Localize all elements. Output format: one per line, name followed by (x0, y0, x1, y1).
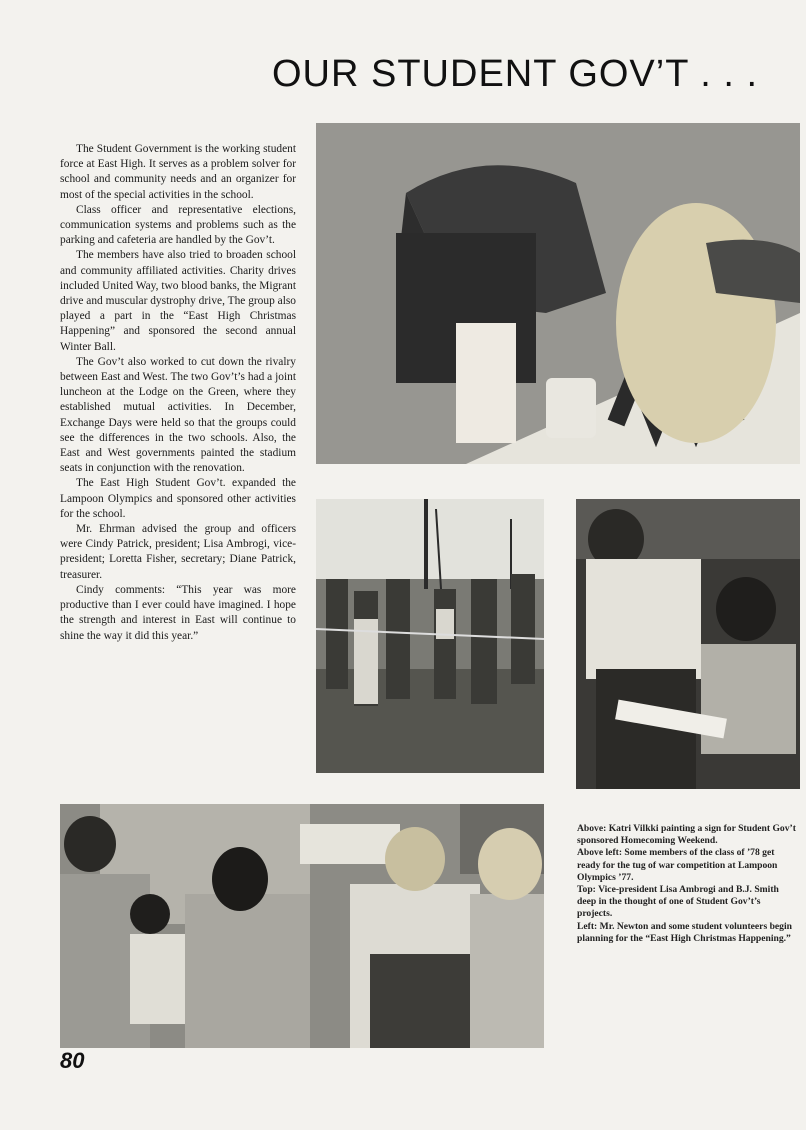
caption-left: Left: Mr. Newton and some student volunteers begin planning for the “East High Christmas Happening.” (577, 920, 792, 944)
article-paragraph-4: The Gov’t also worked to cut down the rivalry between East and West. The two Gov’t’s had a joint luncheon at the Lodge on the Green, where they established mutual activities. In December, Exchange Days were held so that the groups could see the differences in the two schools. Also, the East and West governments painted the stadium seats in conjunction with the renovation. (60, 355, 296, 475)
article-paragraph-3: The members have also tried to broaden school and community affiliated activities. Charity drives included United Way, two blood banks, the Migrant drive and muscular dystrophy drive, The group also played a part in the “East High Christmas Happening” and sponsored the second annual Winter Ball. (60, 249, 296, 353)
article-text (60, 142, 296, 644)
page-number: 80 (60, 1048, 85, 1073)
photo-painting-sign (316, 123, 800, 464)
caption-top: Top: Vice-president Lisa Ambrogi and B.J. Smith deep in the thought of one of Student Gov’t’s projects. (577, 884, 779, 920)
caption-above: Above: Katri Vilkki painting a sign for Student Gov’t sponsored Homecoming Weekend. (577, 823, 796, 847)
photo-planning-meeting (60, 804, 544, 1048)
photo-tug-of-war (316, 499, 544, 773)
caption-above-left: Above left: Some members of the class of ’78 get ready for the tug of war competition at Lampoon Olympics ’77. (577, 847, 778, 883)
photo-ambrogi-smith (576, 499, 800, 789)
photo-captions (577, 823, 797, 945)
article-paragraph-7: Cindy comments: “This year was more productive than I ever could have imagined. I hope the strength and interest in East will continue to shine the way it did this year.” (60, 583, 296, 642)
article-paragraph-6: Mr. Ehrman advised the group and officers were Cindy Patrick, president; Lisa Ambrogi, vice-president; Loretta Fisher, secretary; Diane Patrick, treasurer. (60, 523, 296, 581)
article-paragraph-1: The Student Government is the working student force at East High. It serves as a problem solver for school and community needs and an organizer for most of the special activities in the school. (60, 143, 296, 201)
article-paragraph-2: Class officer and representative elections, communication systems and problems such as the parking and cafeteria are handled by the Gov’t. (60, 203, 296, 247)
article-paragraph-5: The East High Student Gov’t. expanded the Lampoon Olympics and sponsored other activities for the school. (60, 477, 296, 520)
page-title: OUR STUDENT GOV’T . . . (272, 53, 759, 95)
